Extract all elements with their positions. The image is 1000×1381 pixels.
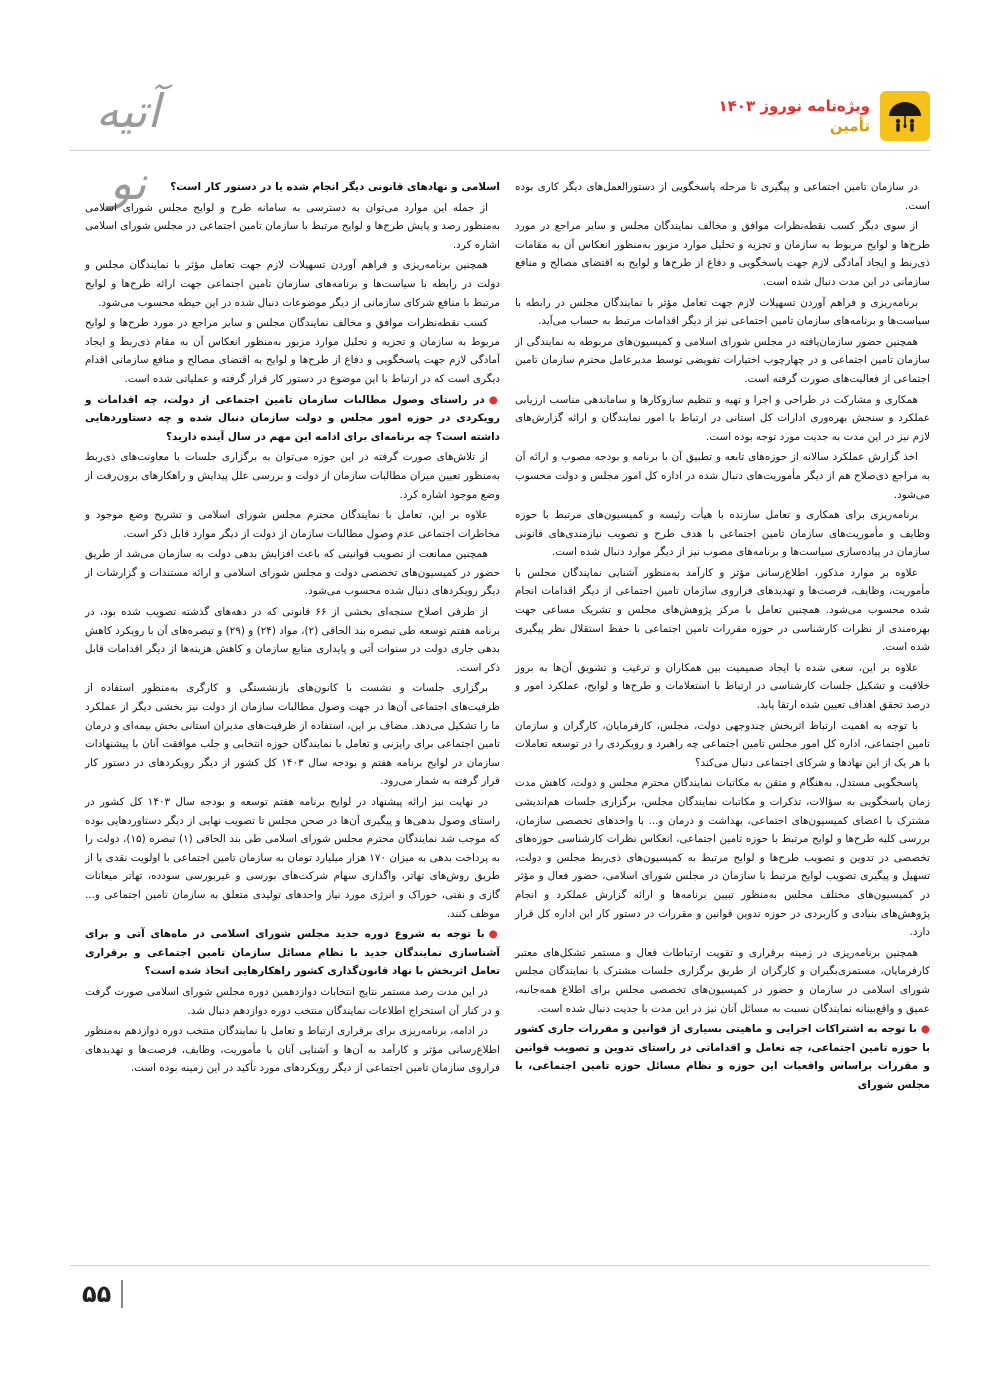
paragraph: همچنین حضور سازمان‌یافته در مجلس شورای اسلامی و کمیسیون‌های مربوطه به نمایندگی از سازمان تامین اجتماعی و در چهارچوب اختیارات تفویضی توسط مدیرعامل محترم سازمان تامین اجتماعی از فعالیت‌های صورت گرفته است. — [515, 335, 930, 385]
interview-question — [85, 391, 500, 447]
interview-question — [515, 1020, 930, 1094]
header-divider — [70, 150, 930, 151]
article-column-right — [515, 178, 930, 1097]
article-column-left — [85, 178, 500, 1080]
paragraph: در سازمان تامین اجتماعی و پیگیری تا مرحله پاسخگویی از دستورالعمل‌های دیگر کاری بوده است. — [515, 181, 930, 212]
paragraph: همچنین برنامه‌ریزی در زمینه برقراری و تقویت ارتباطات فعال و مستمر تشکل‌های معتبر کارفرمایان، مستمری‌بگیران و کارگران از طریق برگزاری جلسات مشترک با نمایندگان مجلس شورای اسلامی در سازمان و حضور در کمیسیون‌های تخصصی مجلس برای اطلاع همه‌جانبه، عمیق و واقع‌بینانه نمایندگان نسبت به مسائل آنان نیز در این مدت با جدیت دنبال شده است. — [515, 946, 930, 1015]
bullet-dot-icon: ● — [920, 1023, 930, 1036]
question-continuation: اسلامی و نهادهای قانونی دیگر انجام شده یا در دستور کار است؟ — [170, 181, 500, 193]
paragraph: اخذ گزارش عملکرد سالانه از حوزه‌های تابعه و تطبیق آن با برنامه و بودجه مصوب و ارائه آن به مراجع ذی‌صلاح هم از دیگر مأموریت‌های دنبال شده در اداره کل امور مجلس و دولت محسوب می‌شود. — [515, 451, 930, 501]
paragraph: از جمله این موارد می‌توان به دسترسی به سامانه طرح و لوایح مجلس شورای اسلامی به‌منظور رصد و پایش طرح‌ها و لوایح مرتبط با سازمان تامین اجتماعی در مجلس شورای اسلامی اشاره کرد. — [85, 201, 500, 251]
paragraph: از تلاش‌های صورت گرفته در این حوزه می‌توان به برگزاری جلسات با معاونت‌های ذی‌ربط به‌منظور تعیین میزان مطالبات سازمان از دولت و بررسی علل پیدایش و راهکارهای برون‌رفت از وضع موجود اشاره کرد. — [85, 451, 500, 501]
paragraph: علاوه بر این، تعامل با نمایندگان محترم مجلس شورای اسلامی و تشریح وضع موجود و مخاطرات اجتماعی عدم وصول مطالبات سازمان از دولت از دیگر موارد قابل ذکر است. — [85, 509, 500, 540]
section-title: تأمین — [829, 117, 870, 135]
paragraph: از طرفی اصلاح سنجه‌ای بخشی از ۶۶ قانونی که در دهه‌های گذشته تصویب شده بود، در برنامه هفتم توسعه طی تبصره بند الحاقی (۲)، مواد (۲۴) و (۲۹) و تبصره‌های آن با رویکرد کاهش بدهی جاری دولت در سنوات آتی و پایداری منابع سازمان و کاهش هزینه‌ها از دیگر اقدامات قابل ذکر است. — [85, 606, 501, 674]
paragraph: برنامه‌ریزی و فراهم آوردن تسهیلات لازم جهت تعامل مؤثر با نمایندگان مجلس در رابطه با سیاست‌ها و برنامه‌های سازمان تامین اجتماعی نیز از دیگر اقدامات مرتبط به حساب می‌آید. — [515, 296, 930, 328]
page-number: ۵۵ — [82, 1280, 123, 1308]
interview-question — [85, 925, 500, 981]
issue-title: ویژه‌نامه نوروز ۱۴۰۳ — [718, 97, 870, 115]
question-text: در راستای وصول مطالبات سازمان تامین اجتماعی از دولت، چه اقدامات و رویکردی در حوزه امور مجلس و دولت سازمان دنبال شده و چه دستاوردهایی داشته است؟ چه برنامه‌ای برای ادامه این مهم در سال آینده دارید؟ — [85, 393, 500, 443]
paragraph: همچنین برنامه‌ریزی و فراهم آوردن تسهیلات لازم جهت تعامل مؤثر با نمایندگان مجلس و دولت در رابطه با سیاست‌ها و برنامه‌های سازمان تامین اجتماعی جهت ارائه طرح‌ها و لوایح مرتبط با منافع شرکای سازمانی از دیگر موضوعات دنبال شده در این حیطه محسوب می‌شود. — [85, 259, 500, 309]
paragraph: پاسخگویی مستدل، به‌هنگام و متقن به مکاتبات نمایندگان محترم مجلس و دولت، کاهش مدت زمان پاسخگویی به سؤالات، تذکرات و مکاتبات نمایندگان مجلس، برگزاری جلسات هم‌اندیشی مشترک با اعضای کمیسیون‌های اجتماعی، بهداشت و درمان و... با واحدهای تخصصی سازمان، بررسی کلیه طرح‌ها و لوایح مرتبط با حوزه تامین اجتماعی، انعکاس نظرات کارشناسی حوزه‌های تخصصی در تدوین و تصویب طرح‌ها و لوایح مرتبط به کمیسیون‌های ذی‌ربط مجلس و دولت، تسهیل و پیگیری تصویب لوایح مرتبط با سازمان در مجلس شورای اسلامی، حضور فعال و مؤثر در کمیسیون‌های مختلف مجلس به‌منظور تبیین برنامه‌ها و ارائه گزارش عملکرد و انجام پژوهش‌های بنیادی و کاربردی در حوزه تدوین قوانین و مقررات در دستور کار این اداره کل قرار دارد. — [515, 777, 930, 939]
bullet-dot-icon: ● — [488, 928, 500, 941]
paragraph: در ادامه، برنامه‌ریزی برای برقراری ارتباط و تعامل با نمایندگان منتخب دوره دوازدهم به‌منظور اطلاع‌رسانی مؤثر و کارآمد به آن‌ها و آشنایی آنان با مأموریت، وظایف، فرصت‌ها و تهدیدهای فراروی سازمان تامین اجتماعی از دیگر رویکردهای مورد تأکید در این زمینه بوده است. — [85, 1025, 500, 1075]
paragraph: برنامه‌ریزی برای همکاری و تعامل سازنده با هیأت رئیسه و کمیسیون‌های مرتبط با حوزه وظایف و مأموریت‌های سازمان تامین اجتماعی با هدف طرح و تصویب نیازمندی‌های قانونی سازمان در پیاده‌سازی سیاست‌ها و برنامه‌های مصوب نیز از دیگر موارد دنبال شده است. — [515, 509, 930, 559]
paragraph: همکاری و مشارکت در طراحی و اجرا و تهیه و تنظیم سازوکارها و ساماندهی مناسب ارزیابی عملکرد و سنجش بهره‌وری ادارات کل استانی در ارتباط با امور نمایندگان و ارائه گزارش‌های لازم نیز در این مدت به جدیت مورد توجه بوده است. — [515, 393, 930, 443]
question-text: با توجه به اشتراکات اجرایی و ماهیتی بسیاری از قوانین و مقررات جاری کشور با حوزه تامین اجتماعی، چه تعامل و اقداماتی در راستای تدوین و تصویب قوانین و مقررات براساس واقعیات این حوزه و نظام مسائل حوزه تامین اجتماعی، با مجلس شورای — [515, 1023, 930, 1091]
brand-logo-text: آتیه نو — [95, 84, 161, 210]
question-text: با توجه به شروع دوره جدید مجلس شورای اسلامی در ماه‌های آتی و برای آشناسازی نمایندگان جدید با نظام مسائل سازمان تامین اجتماعی و برقراری تعامل اثربخش با نهاد قانون‌گذاری کشور راهکارهایی اتخاذ شده است؟ — [85, 928, 500, 978]
paragraph: همچنین ممانعت از تصویب قوانینی که باعث افزایش بدهی دولت به سازمان می‌شد از طریق حضور در کمیسیون‌های تخصصی دولت و مجلس شورای اسلامی و ارائه مستندات و گزارشات از دیگر رویکردهای دنبال شده محسوب می‌شود. — [85, 548, 500, 598]
paragraph: علاوه بر موارد مذکور، اطلاع‌رسانی مؤثر و کارآمد به‌منظور آشنایی نمایندگان مجلس با مأموریت، وظایف، فرصت‌ها و تهدیدهای فراروی سازمان تامین اجتماعی از دیگر اقدامات انجام شده محسوب می‌شود. همچنین تعامل با مرکز پژوهش‌های مجلس و تشریک مساعی جهت بهره‌مندی از نظرات کارشناسی در حوزه مقررات تامین اجتماعی با حفظ استقلال نظر پیگیری شده است. — [515, 566, 930, 654]
paragraph: با توجه به اهمیت ارتباط اثربخش چندوجهی دولت، مجلس، کارفرمایان، کارگران و سازمان تامین اجتماعی، اداره کل امور مجلس تامین اجتماعی چه راهبرد و رویکردی را در توسعه تعاملات با هر یک از این نهادها و شرکای اجتماعی دنبال می‌کند؟ — [515, 719, 930, 769]
bullet-dot-icon: ● — [488, 393, 500, 406]
paragraph: علاوه بر این، سعی شده با ایجاد صمیمیت بین همکاران و ترغیب و تشویق آن‌ها به بروز خلاقیت و تشکیل جلسات کارشناسی در ارتباط با استعلامات و طرح‌ها و لوایح، عملکرد امور و درصد تحقق اهداف تعیین شده ارتقا یابد. — [515, 661, 930, 712]
paragraph: در این مدت رصد مستمر نتایج انتخابات دوازدهمین دوره مجلس شورای اسلامی صورت گرفت و در کنار آن استخراج اطلاعات نمایندگان منتخب دوره دوازدهم دنبال شد. — [85, 985, 500, 1017]
paragraph: در نهایت نیز ارائه پیشنهاد در لوایح برنامه هفتم توسعه و بودجه سال ۱۴۰۳ کل کشور در راستای وصول بدهی‌ها و پیگیری آن‌ها در صحن مجلس تا تصویب نهایی از دیگر دستاوردهایی بوده که موجب شد نمایندگان محترم مجلس شورای اسلامی طی بند الحاقی (۱) تبصره (۱۵)، دولت را به پرداخت بدهی به میزان ۱۷۰ هزار میلیارد تومان به سازمان تامین اجتماعی با اولویت نقدی یا از طریق روش‌های تهاتر، واگذاری سهام شرکت‌های بورسی و غیربورسی سودده، تهاتر میعانات گازی و نفتی، خوراک و انرژی مورد نیاز واحدهای تولیدی متعلق به سازمان تامین اجتماعی و... موظف کنند. — [85, 796, 500, 920]
page-header — [719, 88, 931, 144]
paragraph: کسب نقطه‌نظرات موافق و مخالف نمایندگان مجلس و سایر مراجع در مورد طرح‌ها و لوایح مربوط به سازمان و تجزیه و تحلیل موارد مزبور به‌منظور انعکاس آن به مقام ذی‌ربط و ایجاد آمادگی لازم جهت پاسخگویی و دفاع از طرح‌ها و لوایح به اقتضای مصالح و منافع سازمانی اقدام دیگری است که در ارتباط با این موضوع در دستور کار قرار گرفته و عملیاتی شده است. — [85, 317, 500, 385]
paragraph: برگزاری جلسات و نشست با کانون‌های بازنشستگی و کارگری به‌منظور استفاده از ظرفیت‌های اجتماعی آن‌ها در جهت وصول مطالبات سازمان از دولت نیز بخشی دیگر از عملکرد ما را تشکیل می‌دهد. مضاف بر این، استفاده از ظرفیت‌های مدیران استانی بخش بیمه‌ای و درمان تامین اجتماعی برای رایزنی و تعامل با نمایندگان حوزه انتخابی و جلب موافقت آنان با پیشنهادات سازمان در لوایح برنامه هفتم و بودجه سال ۱۴۰۳ کل کشور از دیگر رویکردهای در دستور کار قرار گرفته به شمار می‌رود. — [85, 682, 501, 788]
brand-logo — [78, 75, 178, 210]
footer-divider — [70, 1265, 930, 1266]
umbrella-family-icon — [880, 91, 930, 141]
paragraph: از سوی دیگر کسب نقطه‌نظرات موافق و مخالف نمایندگان مجلس و سایر مراجع در مورد طرح‌ها و لوایح مربوط به سازمان و تجزیه و تحلیل موارد مزبور به‌منظور انعکاس آن به مقامات ذی‌ربط و ایجاد آمادگی لازم جهت پاسخگویی و دفاع از طرح‌ها و لوایح به اقتضای مصالح و منافع سازمانی در این مدت دنبال شده است. — [515, 220, 930, 288]
